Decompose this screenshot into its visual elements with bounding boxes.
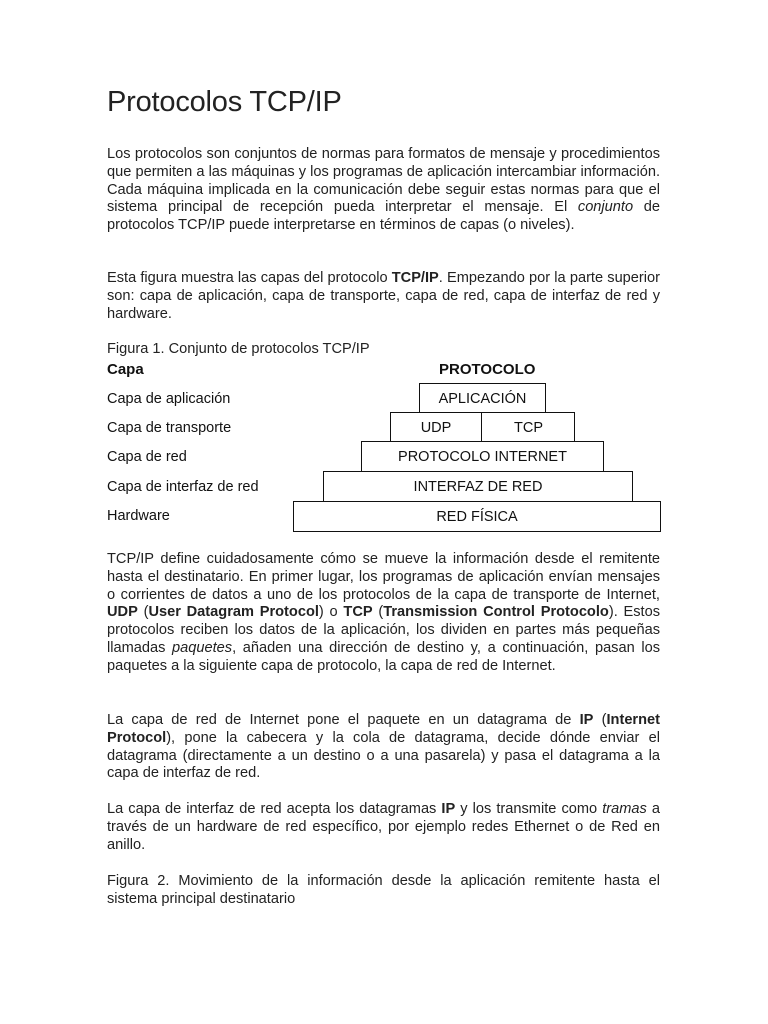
protocol-box-physical: RED FÍSICA [293,501,661,532]
protocol-box-internet: PROTOCOLO INTERNET [361,441,604,473]
intro-paragraph: Los protocolos son conjuntos de normas para formatos de mensaje y procedimientos que permiten a las máquinas y los programas de aplicación intercambiar información. Cada máquina implicada en la comunicación debe seguir estas normas para que el sistema principal de recepción pueda interpretar el mensaje. El conjunto de protocolos TCP/IP puede interpretarse en términos de capas (o niveles). [107,146,660,234]
layer-column-header: Capa [107,361,144,378]
protocol-box-udp: UDP [420,419,452,436]
interface-paragraph: La capa de interfaz de red acepta los datagramas IP y los transmite como tramas a través de un hardware de red específico, por ejemplo redes Ethernet o de Red en anillo. [107,801,660,853]
layer-label-interface: Capa de interfaz de red [107,479,259,495]
protocol-column-header: PROTOCOLO [439,361,536,378]
figure1-caption: Figura 1. Conjunto de protocolos TCP/IP [107,341,370,357]
page-title: Protocolos TCP/IP [107,86,342,118]
layer-label-transport: Capa de transporte [107,420,232,436]
transport-paragraph: TCP/IP define cuidadosamente cómo se mueve la información desde el remitente hasta el destinatario. En primer lugar, los programas de aplicación envían mensajes o corrientes de datos a uno de los protocolos de la capa de transporte de Internet, UDP (User Datagram Protocol) o TCP (Transmission Control Protocolo). Estos protocolos reciben los datos de la aplicación, los dividen en partes más pequeñas llamadas paquetes, añaden una dirección de destino y, a continuación, pasan los paquetes a la siguiente capa de protocolo, la capa de red de Internet. [107,551,661,674]
protocol-box-tcp: TCP [514,419,543,436]
network-paragraph: La capa de red de Internet pone el paquete en un datagrama de IP (Internet Protocol), pone la cabecera y la cola de datagrama, decide dónde enviar el datagrama (directamente a un destino o a una pasarela) y pasa el datagrama a la capa de interfaz de red. [107,712,660,782]
figure2-caption: Figura 2. Movimiento de la información desde la aplicación remitente hasta el sistema principal destinatario [107,873,660,907]
layer-label-hardware: Hardware [107,508,170,524]
figure-intro-paragraph: Esta figura muestra las capas del protocolo TCP/IP. Empezando por la parte superior son: capa de aplicación, capa de transporte, capa de red, capa de interfaz de red y hardware. [107,270,660,322]
protocol-box-application: APLICACIÓN [419,383,546,414]
layer-label-network: Capa de red [107,449,187,465]
protocol-box-interface: INTERFAZ DE RED [323,471,633,503]
layer-label-application: Capa de aplicación [107,391,231,407]
